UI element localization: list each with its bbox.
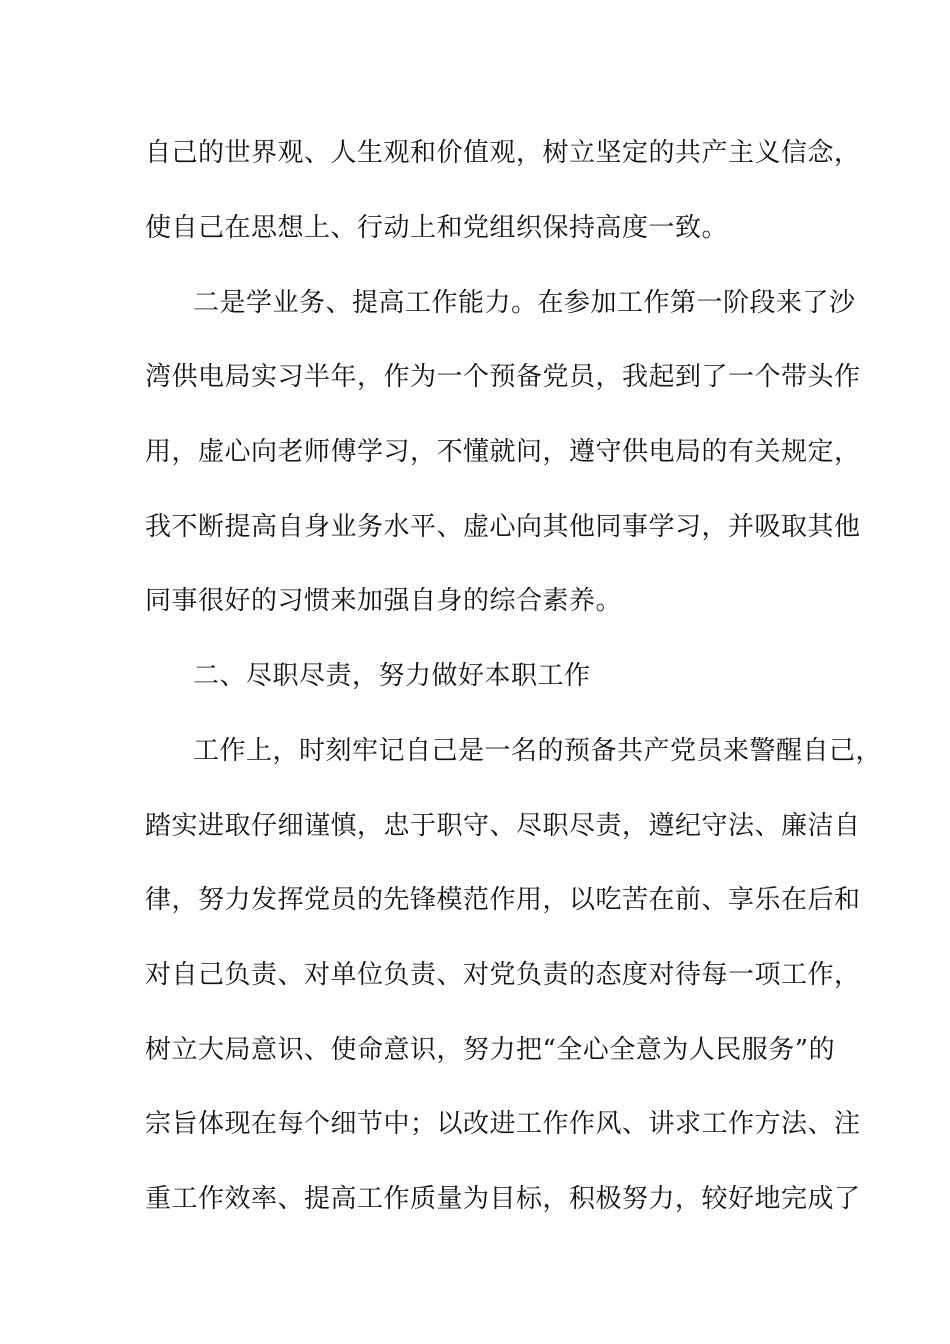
text-line: 同事很好的习惯来加强自身的综合素养。 bbox=[145, 586, 623, 616]
text-line: 宗旨体现在每个细节中；以改进工作作风、讲求工作方法、注 bbox=[145, 1109, 861, 1139]
text-line: 工作上，时刻牢记自己是一名的预备共产党员来警醒自己， bbox=[193, 736, 883, 766]
text-line: 树立大局意识、使命意识，努力把“全心全意为人民服务”的 bbox=[145, 1035, 836, 1065]
text-line: 用，虚心向老师傅学习，不懂就问，遵守供电局的有关规定， bbox=[145, 437, 861, 467]
text-line: 使自己在思想上、行动上和党组织保持高度一致。 bbox=[145, 213, 729, 243]
section-heading: 二、尽职尽责，努力做好本职工作 bbox=[193, 661, 591, 691]
text-line: 我不断提高自身业务水平、虚心向其他同事学习，并吸取其他 bbox=[145, 512, 861, 542]
text-line: 律，努力发挥党员的先锋模范作用，以吃苦在前、享乐在后和 bbox=[145, 885, 861, 915]
text-line: 对自己负责、对单位负责、对党负责的态度对待每一项工作， bbox=[145, 960, 861, 990]
text-line: 湾供电局实习半年，作为一个预备党员，我起到了一个带头作 bbox=[145, 362, 861, 392]
text-line: 自己的世界观、人生观和价值观，树立坚定的共产主义信念， bbox=[145, 138, 861, 168]
text-line: 重工作效率、提高工作质量为目标，积极努力，较好地完成了 bbox=[145, 1184, 861, 1214]
text-line: 二是学业务、提高工作能力。在参加工作第一阶段来了沙 bbox=[193, 288, 856, 318]
text-line: 踏实进取仔细谨慎，忠于职守、尽职尽责，遵纪守法、廉洁自 bbox=[145, 811, 861, 841]
